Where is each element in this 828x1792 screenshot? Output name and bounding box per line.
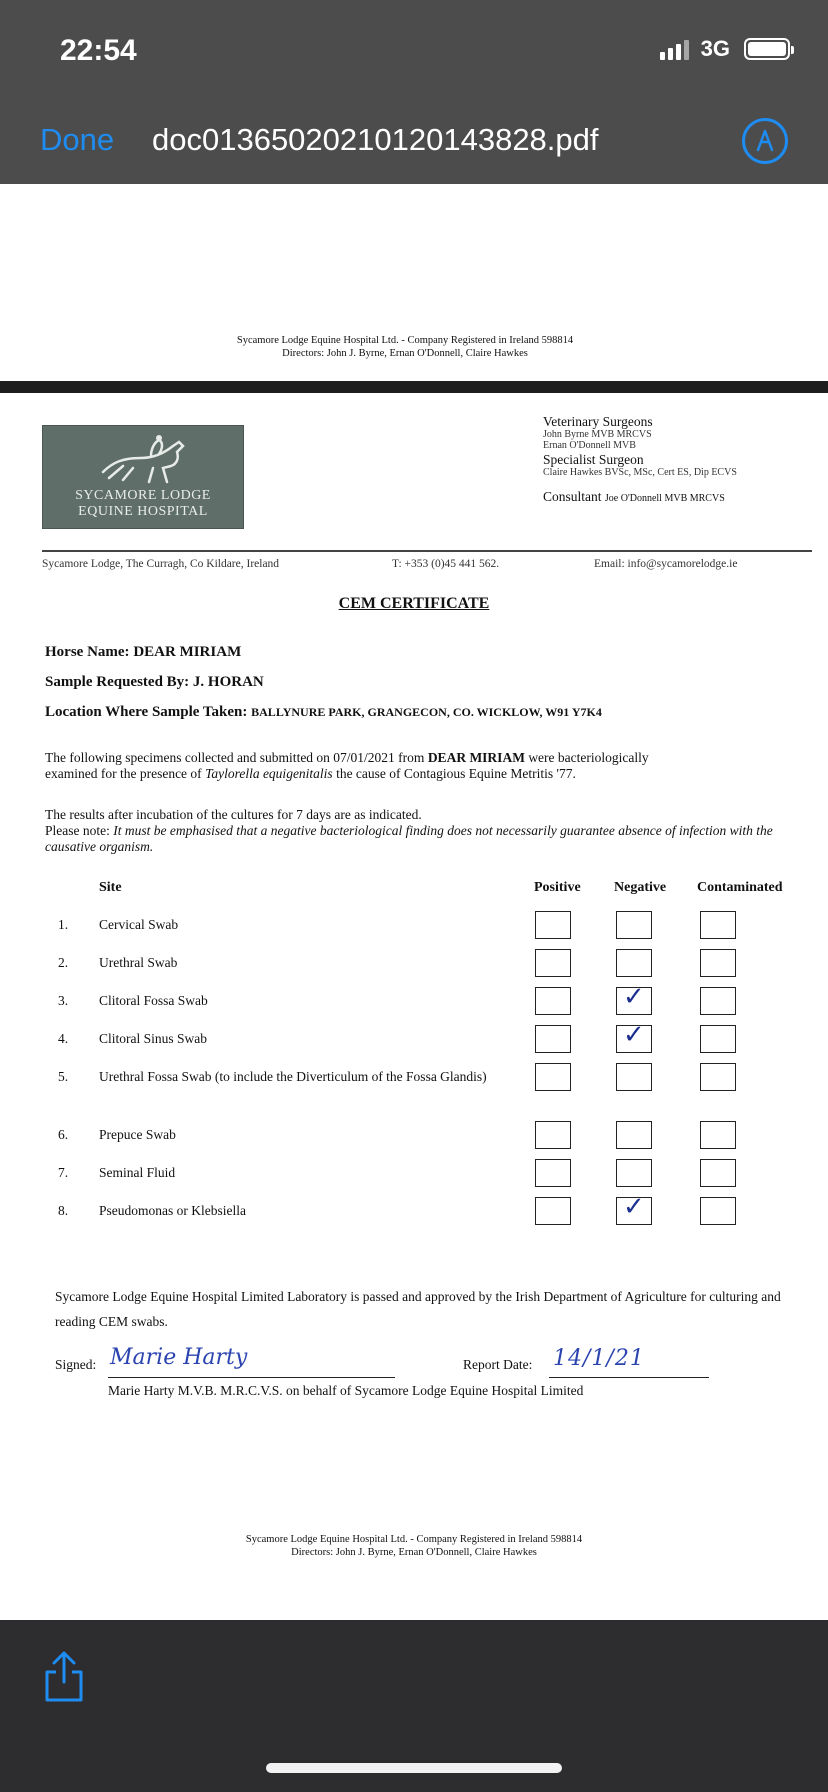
row-number: 5. <box>58 1069 69 1084</box>
row-site: Clitoral Fossa Swab <box>99 993 208 1008</box>
signature: Marie Harty <box>110 1345 248 1370</box>
checkbox-positive[interactable] <box>535 1197 571 1225</box>
header-contaminated: Contaminated <box>697 880 783 895</box>
home-indicator[interactable] <box>266 1763 562 1773</box>
row-site: Urethral Swab <box>99 955 178 970</box>
checkbox-contaminated[interactable] <box>700 1197 736 1225</box>
bottom-registration: Sycamore Lodge Equine Hospital Ltd. - Company Registered in Ireland 598814 Directors: John J. Byrne, Ernan O'Donnell, Claire Hawkes <box>245 1534 583 1558</box>
report-date-line <box>549 1377 709 1378</box>
logo-line-2: EQUINE HOSPITAL <box>78 504 208 519</box>
staff-list: Veterinary Surgeons John Byrne MVB MRCVS Ernan O'Donnell MVB Specialist Surgeon Claire Hawkes BVSc, MSc, Cert ES, Dip ECVS Consultant Joe O'Donnell MVB MRCVS <box>543 414 737 504</box>
checkbox-negative[interactable] <box>616 949 652 977</box>
checkbox-negative[interactable] <box>616 1063 652 1091</box>
email: Email: info@sycamorelodge.ie <box>594 558 738 570</box>
checkbox-positive[interactable] <box>535 1063 571 1091</box>
row-number: 6. <box>58 1127 69 1142</box>
status-bar <box>0 0 828 98</box>
phone: T: +353 (0)45 441 562. <box>392 558 500 570</box>
nav-bar <box>0 98 828 184</box>
row-number: 4. <box>58 1031 69 1046</box>
checkbox-contaminated[interactable] <box>700 1159 736 1187</box>
checkbox-negative[interactable] <box>616 911 652 939</box>
markup-pen-icon[interactable] <box>742 118 788 164</box>
checkbox-positive[interactable] <box>535 1025 571 1053</box>
checkbox-positive[interactable] <box>535 911 571 939</box>
checkbox-positive[interactable] <box>535 949 571 977</box>
checkbox-contaminated[interactable] <box>700 1025 736 1053</box>
document-title: doc01365020210120143828.pdf <box>152 122 599 157</box>
row-site: Prepuce Swab <box>99 1127 176 1142</box>
report-date: 14/1/21 <box>553 1346 645 1371</box>
logo-line-1: SYCAMORE LODGE <box>75 488 211 503</box>
row-site: Urethral Fossa Swab (to include the Diverticulum of the Fossa Glandis) <box>99 1069 487 1084</box>
horse-rider-icon <box>93 432 203 488</box>
location-field: Location Where Sample Taken: BALLYNURE PARK, GRANGECON, CO. WICKLOW, W91 Y7K4 <box>45 704 602 720</box>
hospital-logo <box>42 425 244 529</box>
address: Sycamore Lodge, The Curragh, Co Kildare, Ireland <box>42 558 280 570</box>
row-site: Clitoral Sinus Swab <box>99 1031 208 1046</box>
battery-icon <box>744 38 790 60</box>
checkbox-negative[interactable] <box>616 1121 652 1149</box>
share-icon[interactable] <box>42 1650 86 1704</box>
checkbox-contaminated[interactable] <box>700 949 736 977</box>
pdf-page[interactable] <box>0 184 828 1620</box>
checkbox-contaminated[interactable] <box>700 1063 736 1091</box>
page-divider <box>0 381 828 393</box>
checkbox-negative[interactable] <box>616 982 652 1015</box>
intro-paragraph: The following specimens collected and submitted on 07/01/2021 from DEAR MIRIAM were bacteriologically examined for the presence of Taylorella equigenitalis the cause of Contagious Equine Metritis '77. <box>45 750 649 781</box>
checkbox-positive[interactable] <box>535 1121 571 1149</box>
checkbox-negative[interactable] <box>616 1159 652 1187</box>
signal-icon <box>660 38 689 60</box>
signer-line: Marie Harty M.V.B. M.R.C.V.S. on behalf of Sycamore Lodge Equine Hospital Limited <box>108 1383 584 1398</box>
status-indicators <box>660 36 790 62</box>
checkbox-positive[interactable] <box>535 1159 571 1187</box>
row-number: 1. <box>58 917 69 932</box>
tick-mark: ✓ <box>623 982 645 1012</box>
row-site: Pseudomonas or Klebsiella <box>99 1203 246 1218</box>
row-number: 8. <box>58 1203 69 1218</box>
certificate-title: CEM CERTIFICATE <box>338 595 490 612</box>
checkbox-contaminated[interactable] <box>700 911 736 939</box>
checkbox-negative[interactable] <box>616 1020 652 1053</box>
results-note: The results after incubation of the cultures for 7 days are as indicated. Please note: It must be emphasised that a negative bacteriological finding does not necessarily guarantee absence of infection with the causative organism. <box>45 807 773 854</box>
report-date-label: Report Date: <box>463 1357 533 1372</box>
approval-statement: Sycamore Lodge Equine Hospital Limited Laboratory is passed and approved by the Irish Department of Agriculture for culturing and reading CEM swabs. <box>55 1289 781 1329</box>
signature-line <box>108 1377 395 1378</box>
checkbox-negative[interactable] <box>616 1192 652 1225</box>
checkbox-contaminated[interactable] <box>700 1121 736 1149</box>
row-number: 3. <box>58 993 69 1008</box>
row-site: Seminal Fluid <box>99 1165 176 1180</box>
signed-label: Signed: <box>55 1357 97 1372</box>
checkbox-positive[interactable] <box>535 987 571 1015</box>
top-registration: Sycamore Lodge Equine Hospital Ltd. - Company Registered in Ireland 598814 Directors: John J. Byrne, Ernan O'Donnell, Claire Hawkes <box>236 335 574 359</box>
done-button[interactable]: Done <box>40 122 115 157</box>
status-time: 22:54 <box>60 34 137 67</box>
header-negative: Negative <box>614 880 667 895</box>
tick-mark: ✓ <box>623 1020 645 1050</box>
header-site: Site <box>99 880 122 895</box>
network-type: 3G <box>700 36 730 61</box>
row-number: 2. <box>58 955 69 970</box>
row-site: Cervical Swab <box>99 917 179 932</box>
row-number: 7. <box>58 1165 69 1180</box>
tick-mark: ✓ <box>623 1192 645 1222</box>
header-rule <box>42 550 812 552</box>
checkbox-contaminated[interactable] <box>700 987 736 1015</box>
horse-name-field: Horse Name: DEAR MIRIAM <box>45 644 242 660</box>
header-positive: Positive <box>534 880 581 895</box>
requested-by-field: Sample Requested By: J. HORAN <box>45 674 264 690</box>
